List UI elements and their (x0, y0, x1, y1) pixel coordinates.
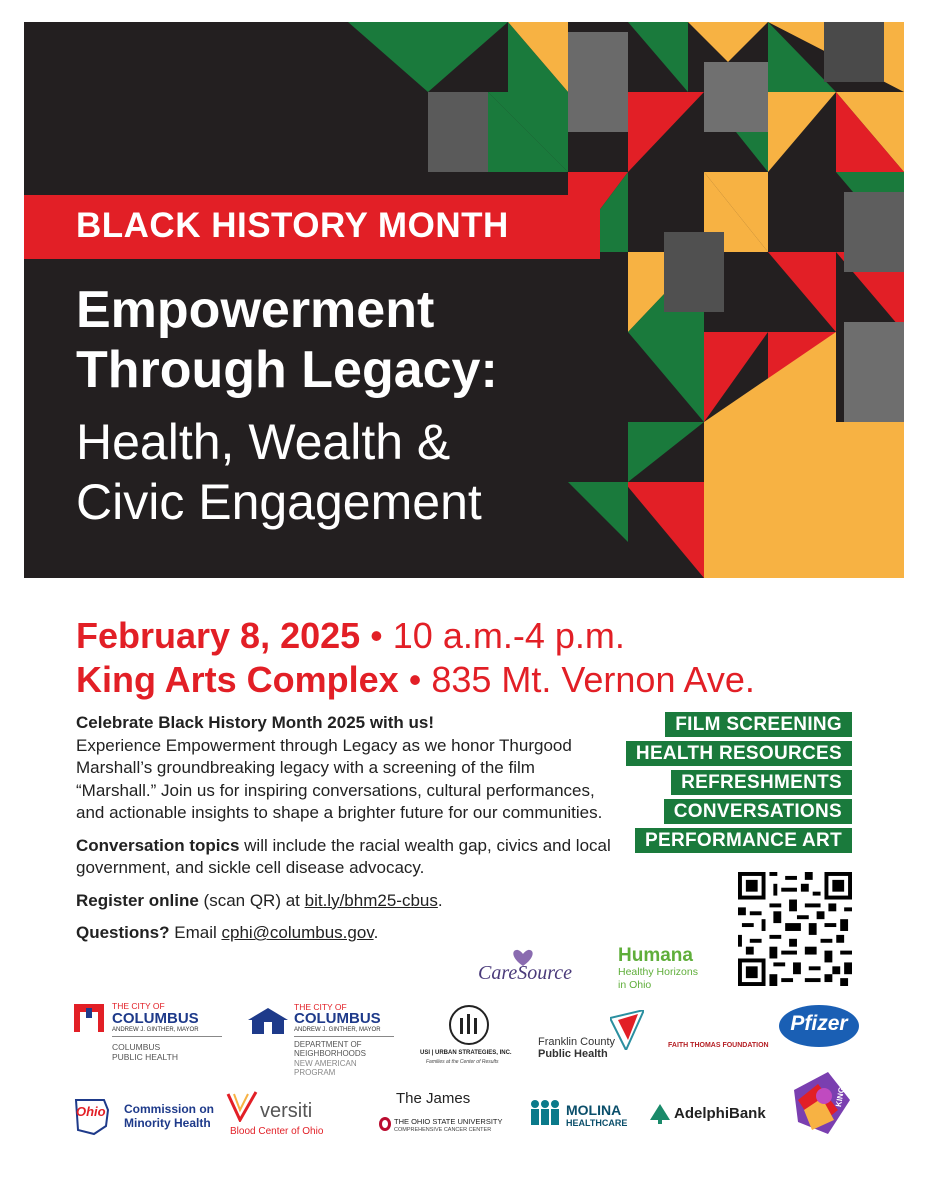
pfizer-name: Pfizer (790, 1012, 848, 1035)
adelphi-name: AdelphiBank (674, 1105, 766, 1122)
cph-mayor: ANDREW J. GINTHER, MAYOR (112, 1027, 199, 1033)
ohio-mark: Ohio (76, 1104, 106, 1119)
date-line (76, 614, 755, 658)
event-title (76, 280, 498, 400)
event-description (76, 712, 616, 955)
columbus-public-health-logo (74, 1002, 234, 1072)
con-dept-2: NEIGHBORHOODS (294, 1049, 367, 1058)
hero-banner (24, 22, 904, 578)
description-body: Experience Empowerment through Legacy as we honor Thurgood Marshall’s groundbreaking legacy with a screening of the film “Marshall.” Join us for inspiring conversations, cultural performances, and actionable insights to shape a brighter future for our communities. (76, 735, 603, 822)
city-seal-icon (74, 1004, 106, 1034)
event-address: 835 Mt. Vernon Ave. (431, 659, 755, 700)
qr-code[interactable] (738, 872, 852, 986)
fcph-line-1: Franklin County (538, 1036, 616, 1048)
cph-dept-2: PUBLIC HEALTH (112, 1052, 178, 1062)
versiti-v-icon (226, 1090, 258, 1122)
molina-sub: HEALTHCARE (566, 1118, 628, 1128)
tag-health-resources: HEALTH RESOURCES (626, 741, 852, 766)
divider (294, 1036, 394, 1037)
pfizer-logo (778, 1004, 860, 1048)
fcph-line-2: Public Health (538, 1048, 608, 1060)
separator: • (360, 615, 393, 656)
register-text: (scan QR) at (198, 890, 305, 910)
faith-name: FAITH THOMAS FOUNDATION (668, 1042, 769, 1049)
questions-label: Questions? (76, 923, 170, 942)
banner-title: BLACK HISTORY MONTH (76, 206, 509, 245)
adelphi-bank-logo (650, 1102, 774, 1130)
register-link[interactable]: bit.ly/bhm25-cbus (304, 890, 438, 910)
james-sub-1: THE OHIO STATE UNIVERSITY (394, 1117, 503, 1126)
cph-dept-1: COLUMBUS (112, 1042, 161, 1052)
franklin-swoosh-icon (610, 1010, 644, 1050)
house-icon (248, 1006, 288, 1034)
register-end: . (437, 890, 443, 910)
versiti-name: versiti (260, 1100, 313, 1122)
description-paragraph (76, 712, 616, 825)
the-james-logo (378, 1090, 508, 1140)
columbus-neighborhoods-logo (248, 1002, 408, 1082)
con-dept-1: DEPARTMENT OF (294, 1040, 362, 1049)
divider (112, 1036, 222, 1037)
cph-name: COLUMBUS (112, 1010, 199, 1027)
topics-paragraph (76, 835, 616, 880)
con-program-2: PROGRAM (294, 1068, 336, 1077)
event-date: February 8, 2025 (76, 615, 361, 656)
venue-line (76, 658, 755, 702)
caresource-logo (478, 948, 598, 988)
questions-text: Email (169, 923, 222, 942)
usi-emblem-icon (448, 1004, 490, 1046)
usi-name: USI | URBAN STRATEGIES, INC. (420, 1050, 512, 1056)
adelphi-tree-icon (650, 1104, 670, 1124)
con-mayor: ANDREW J. GINTHER, MAYOR (294, 1027, 381, 1033)
king-arts-logo (788, 1070, 854, 1136)
con-top: THE CITY OF (294, 1002, 347, 1012)
tag-refreshments: REFRESHMENTS (671, 770, 852, 795)
tag-film-screening: FILM SCREENING (665, 712, 852, 737)
faith-thomas-foundation-logo (652, 1004, 769, 1088)
humana-name: Humana (618, 945, 693, 966)
con-program-1: NEW AMERICAN (294, 1059, 357, 1068)
molina-people-icon (528, 1098, 562, 1128)
title-line-1: Empowerment (76, 281, 435, 339)
ocmh-line-1: Commission on (124, 1102, 215, 1116)
description-lead: Celebrate Black History Month 2025 with us! (76, 713, 435, 732)
humana-sub-2: in Ohio (618, 979, 652, 991)
cph-top: THE CITY OF (112, 1001, 165, 1011)
versiti-logo (226, 1090, 356, 1140)
ocmh-line-2: Minority Health (124, 1116, 211, 1130)
tag-conversations: CONVERSATIONS (664, 799, 852, 824)
humana-logo (618, 946, 728, 996)
subtitle-line-2: Civic Engagement (76, 474, 482, 530)
james-name: The James (396, 1090, 471, 1107)
questions-email-link[interactable]: cphi@columbus.gov (221, 923, 374, 942)
register-label: Register online (76, 890, 199, 910)
topics-text: will include the racial wealth gap, civics and local government, and sickle cell disease advocacy. (76, 835, 611, 877)
king-name: KING (834, 1086, 847, 1108)
topics-label: Conversation topics (76, 835, 240, 855)
questions-paragraph (76, 922, 616, 945)
questions-end: . (373, 923, 379, 942)
ohio-commission-logo (72, 1096, 222, 1140)
osu-block-o-icon (378, 1116, 392, 1132)
event-venue: King Arts Complex (76, 659, 399, 700)
usi-logo (420, 1004, 520, 1074)
event-details (76, 614, 755, 702)
usi-tagline: Families at the Center of Results (426, 1059, 499, 1065)
banner-strip (24, 195, 600, 259)
event-subtitle (76, 412, 482, 532)
tag-performance-art: PERFORMANCE ART (635, 828, 852, 853)
james-sub-2: COMPREHENSIVE CANCER CENTER (394, 1127, 492, 1133)
title-line-2: Through Legacy: (76, 341, 498, 399)
molina-logo (528, 1098, 632, 1134)
humana-sub-1: Healthy Horizons (618, 966, 698, 978)
king-arts-emblem-icon (788, 1070, 854, 1136)
register-paragraph (76, 890, 616, 913)
molina-name: MOLINA (566, 1102, 622, 1118)
event-time: 10 a.m.-4 p.m. (392, 615, 625, 656)
subtitle-line-1: Health, Wealth & (76, 414, 451, 470)
caresource-name: CareSource (478, 962, 573, 984)
franklin-county-logo (538, 1010, 648, 1066)
separator: • (398, 659, 432, 700)
con-name: COLUMBUS (294, 1010, 381, 1027)
versiti-sub: Blood Center of Ohio (230, 1126, 324, 1137)
